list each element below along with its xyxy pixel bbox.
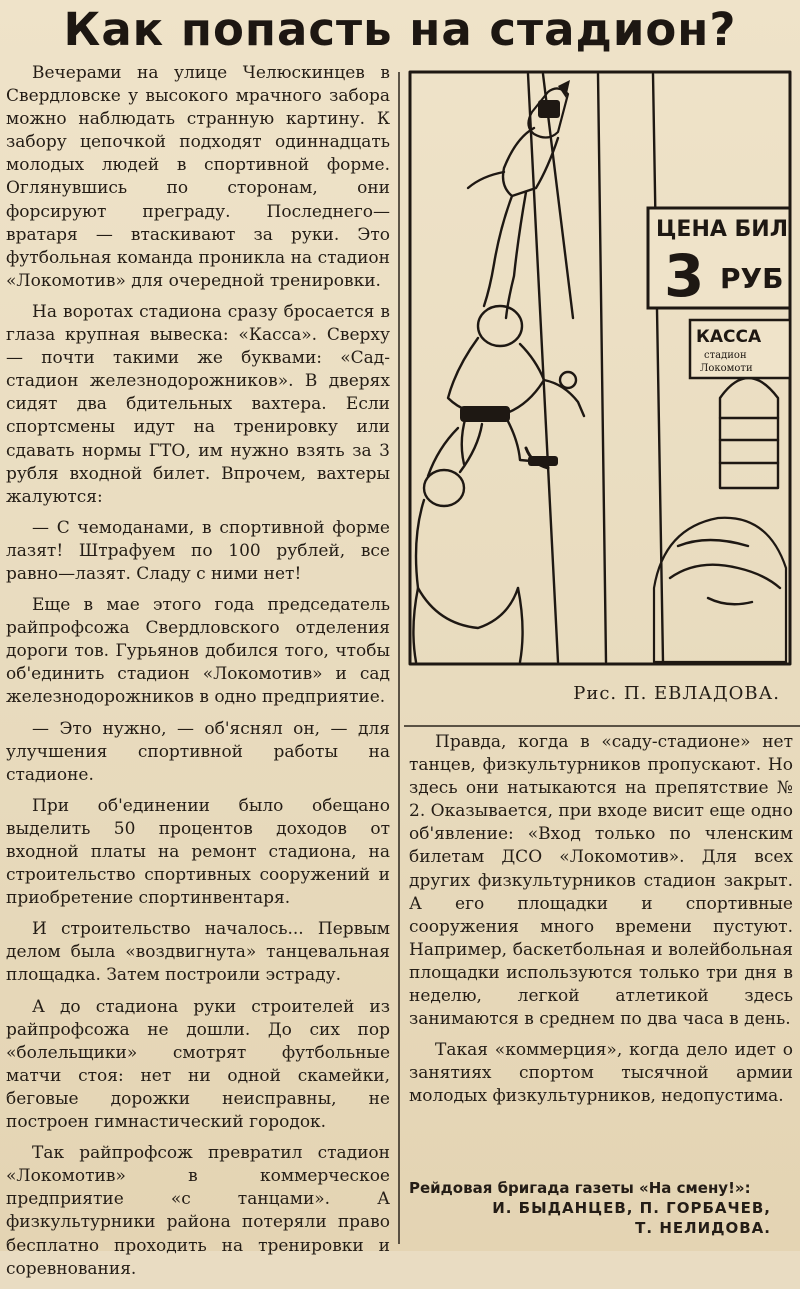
paragraph: — С чемоданами, в спортивной форме лазят! Штрафуем по 100 рублей, все равно—лазят. Сладу с ними нет! xyxy=(6,517,390,584)
paragraph: Такая «коммерция», когда дело идет о занятиях спортом тысячной армии молодых физкультурников, недопустима. xyxy=(409,1040,793,1107)
signature-authors-line1: И. БЫДАНЦЕВ, П. ГОРБАЧЕВ, xyxy=(492,1199,771,1217)
kassa-sign-sub1: стадион xyxy=(704,350,747,361)
author-signature xyxy=(409,1178,793,1238)
price-sign-unit: РУБ xyxy=(720,262,784,295)
paragraph: При об'единении было обещано выделить 50 процентов доходов от входной платы на ремонт стадиона, на строительство спортивных сооружений и приобретение спортинвентаря. xyxy=(6,795,390,909)
paragraph: Правда, когда в «саду-стадионе» нет танцев, физкультурников пропускают. Но здесь они натыкаются на препятствие № 2. Оказывается, при входе висит еще одно об'явление: «Вход только по членским билетам ДСО «Локомотив». Для всех других физкультурников стадион закрыт. А его площадки и спортивные сооружения много времени пустуют. Например, баскетбольная и волейбольная площадки используются только три дня в неделю, легкой атлетикой здесь занимаются в среднем по два часа в день. xyxy=(409,732,793,1030)
paragraph: — Это нужно, — об'яснял он, — для улучшения спортивной работы на стадионе. xyxy=(6,718,390,785)
illustration-caption: Рис. П. ЕВЛАДОВА. xyxy=(573,683,780,704)
paragraph: А до стадиона руки строителей из райпрофсожа не дошли. До сих пор «болельщики» смотрят футбольные матчи стоя: нет ни одной скамейки, беговые дорожки неисправны, не построен гимнастический городок. xyxy=(6,996,390,1133)
kassa-sign-sub2: Локомоти xyxy=(700,363,753,374)
paragraph: Еще в мае этого года председатель райпрофсожа Свердловского отделения дороги тов. Гурьянов добился того, чтобы об'единить стадион «Локомотив» и сад железнодорожников в одно предприятие. xyxy=(6,595,390,708)
paragraph: Вечерами на улице Челюскинцев в Свердловске у высокого мрачного забора можно наблюдать странную картину. К забору цепочкой подходят одиннадцать молодых людей в спортивной форме. Оглянувшись по сторонам, они форсируют преграду. Последнего—вратаря — втаскивают за руки. Это футбольная команда проникла на стадион «Локомотив» для очередной тренировки. xyxy=(6,63,390,291)
column-rule xyxy=(398,72,400,1244)
signature-org: Рейдовая бригада газеты «На смену!»: xyxy=(409,1179,751,1197)
paragraph: На воротах стадиона сразу бросается в глаза крупная вывеска: «Касса». Сверху — почти такими же буквами: «Сад-стадион железнодорожников». В дверях сидят два бдительных вахтера. Если спортсмены идут на тренировку или сдавать нормы ГТО, им нужно взять за 3 рубля входной билет. Впрочем, вахтеры жалуются: xyxy=(6,301,390,507)
headline: Как попасть на стадион? xyxy=(63,3,737,56)
section-rule xyxy=(404,725,800,727)
signature-authors-line2: Т. НЕЛИДОВА. xyxy=(635,1219,771,1237)
paragraph: И строительство началось... Первым делом была «воздвигнута» танцевальная площадка. Затем построили эстраду. xyxy=(6,919,390,986)
price-sign-digit: 3 xyxy=(664,242,705,310)
article-left-column xyxy=(6,62,390,1289)
kassa-sign-text: КАССА xyxy=(696,327,762,347)
cartoon-illustration xyxy=(408,68,794,668)
article-right-column xyxy=(409,731,793,1117)
paragraph: Так райпрофсож превратил стадион «Локомотив» в коммерческое предприятие «с танцами». А физкультурники района потеряли право бесплатно проходить на тренировки и соревнования. xyxy=(6,1143,390,1279)
price-sign-text: ЦЕНА БИЛ xyxy=(656,217,788,242)
